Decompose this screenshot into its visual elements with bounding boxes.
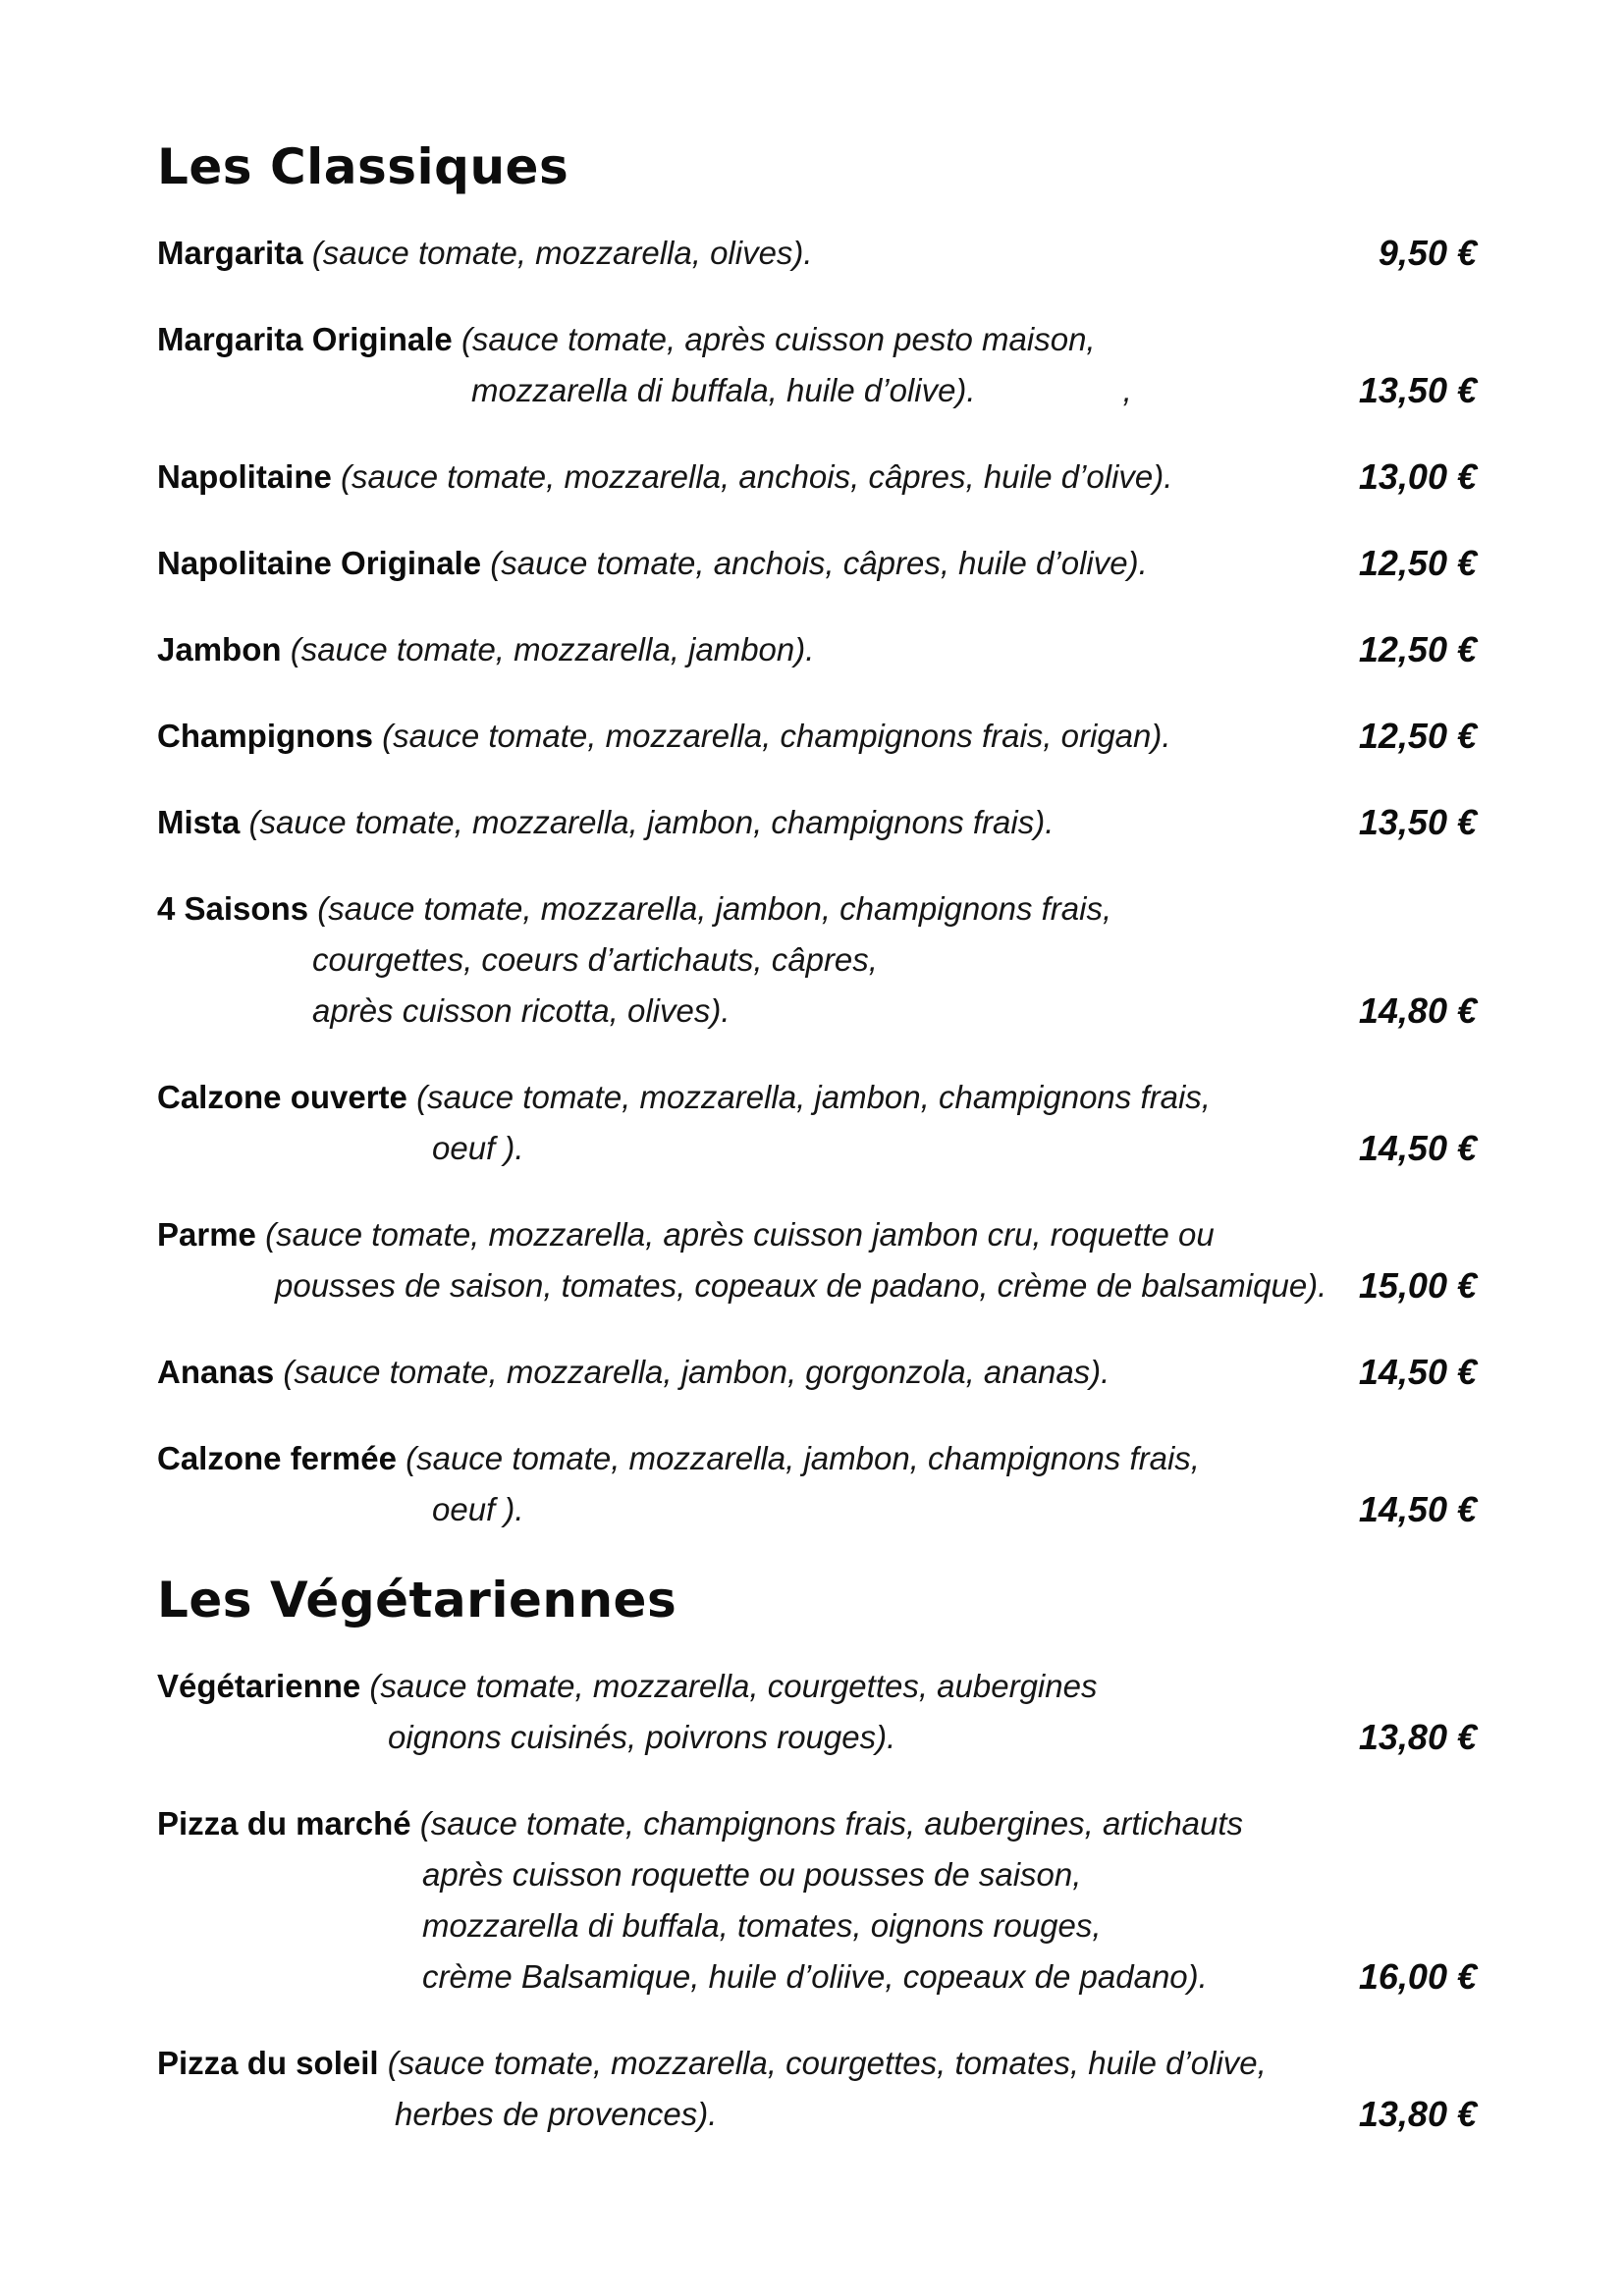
menu-item-pizza-du-soleil xyxy=(157,2038,1477,2140)
item-price: 16,00 € xyxy=(1358,1956,1477,1997)
item-desc-line: (sauce tomate, mozzarella, anchois, câpres, huile d’olive). xyxy=(341,458,1173,495)
menu-item-ananas xyxy=(157,1347,1477,1398)
menu-item-napolitaine xyxy=(157,452,1477,503)
item-desc-line: (sauce tomate, mozzarella, champignons frais, origan). xyxy=(382,718,1171,754)
item-price: 14,50 € xyxy=(1358,1128,1477,1168)
item-price: 13,50 € xyxy=(1358,370,1477,410)
item-desc-line: oignons cuisinés, poivrons rouges). xyxy=(388,1719,896,1755)
menu-item-pizza-du-marche xyxy=(157,1798,1477,2002)
item-text xyxy=(157,1072,1343,1174)
item-text xyxy=(157,1433,1343,1535)
item-desc-line: oeuf ). xyxy=(432,1491,524,1527)
item-name: Napolitaine xyxy=(157,458,332,495)
item-price: 13,00 € xyxy=(1358,456,1477,497)
item-name: Calzone fermée xyxy=(157,1440,397,1476)
item-desc-line: (sauce tomate, après cuisson pesto maison, xyxy=(460,321,1096,357)
item-name: Pizza du marché xyxy=(157,1805,411,1842)
item-price: 13,80 € xyxy=(1358,2094,1477,2134)
section-title: Les Végétariennes xyxy=(157,1572,677,1629)
menu-item-mista xyxy=(157,797,1477,848)
item-text xyxy=(157,624,1343,675)
item-desc-line: mozzarella di buffala, tomates, oignons rouges, xyxy=(422,1907,1102,1944)
item-desc-line: herbes de provences). xyxy=(395,2096,718,2132)
item-text xyxy=(157,797,1343,848)
item-desc-line: (sauce tomate, mozzarella, après cuisson jambon cru, roquette ou xyxy=(265,1216,1215,1253)
item-desc-line: (sauce tomate, mozzarella, jambon, champignons frais). xyxy=(248,804,1055,840)
item-text xyxy=(157,314,1343,416)
menu-item-champignons xyxy=(157,711,1477,762)
item-price: 14,50 € xyxy=(1358,1352,1477,1392)
item-name: Parme xyxy=(157,1216,256,1253)
item-name: Calzone ouverte xyxy=(157,1079,407,1115)
item-text xyxy=(157,538,1343,589)
menu-item-4-saisons xyxy=(157,883,1477,1037)
item-desc-line: après cuisson ricotta, olives). xyxy=(312,992,731,1029)
item-desc-line: après cuisson roquette ou pousses de saison, xyxy=(422,1856,1082,1893)
item-text xyxy=(157,1347,1343,1398)
menu-item-calzone-fermee xyxy=(157,1433,1477,1535)
item-price: 14,50 € xyxy=(1358,1489,1477,1529)
section-vegetariennes xyxy=(157,1571,1477,2140)
item-name: Champignons xyxy=(157,718,373,754)
item-name: 4 Saisons xyxy=(157,890,309,927)
item-name: Jambon xyxy=(157,631,282,667)
item-desc-line: pousses de saison, tomates, copeaux de padano, crème de balsamique). xyxy=(275,1267,1327,1304)
item-desc-line: (sauce tomate, anchois, câpres, huile d’olive). xyxy=(490,545,1148,581)
menu-item-jambon xyxy=(157,624,1477,675)
menu-item-calzone-ouverte xyxy=(157,1072,1477,1174)
section-title: Les Classiques xyxy=(157,138,569,195)
item-desc-line: (sauce tomate, mozzarella, jambon). xyxy=(290,631,815,667)
item-price: 13,80 € xyxy=(1358,1717,1477,1757)
item-name: Pizza du soleil xyxy=(157,2045,379,2081)
item-desc-line: (sauce tomate, mozzarella, jambon, champignons frais, xyxy=(406,1440,1200,1476)
item-name: Margarita xyxy=(157,235,303,271)
item-desc-line: (sauce tomate, mozzarella, jambon, gorgonzola, ananas). xyxy=(283,1354,1110,1390)
menu-item-margarita xyxy=(157,228,1477,279)
item-desc-line: (sauce tomate, champignons frais, aubergines, artichauts xyxy=(419,1805,1244,1842)
item-desc-line: (sauce tomate, mozzarella, jambon, champignons frais, xyxy=(416,1079,1211,1115)
item-text xyxy=(157,883,1343,1037)
item-desc-line: crème Balsamique, huile d’oliive, copeaux de padano). xyxy=(422,1958,1208,1995)
menu-item-parme xyxy=(157,1209,1477,1311)
menu-item-napolitaine-originale xyxy=(157,538,1477,589)
item-text xyxy=(157,1798,1343,2002)
item-price: 15,00 € xyxy=(1358,1265,1477,1306)
item-text xyxy=(157,1661,1343,1763)
item-price: 14,80 € xyxy=(1358,990,1477,1031)
item-name: Végétarienne xyxy=(157,1668,361,1704)
item-name: Mista xyxy=(157,804,241,840)
item-desc-line: courgettes, coeurs d’artichauts, câpres, xyxy=(312,941,878,978)
item-price: 13,50 € xyxy=(1358,802,1477,842)
item-price: 9,50 € xyxy=(1378,233,1477,273)
item-price: 12,50 € xyxy=(1358,629,1477,669)
item-name: Margarita Originale xyxy=(157,321,453,357)
menu-item-vegetarienne xyxy=(157,1661,1477,1763)
item-desc-line: oeuf ). xyxy=(432,1130,524,1166)
item-desc-line: (sauce tomate, mozzarella, courgettes, aubergines xyxy=(369,1668,1098,1704)
item-name: Napolitaine Originale xyxy=(157,545,482,581)
item-text xyxy=(157,2038,1343,2140)
item-text xyxy=(157,711,1343,762)
stray-comma: , xyxy=(1122,372,1132,408)
item-name: Ananas xyxy=(157,1354,275,1390)
item-price: 12,50 € xyxy=(1358,716,1477,756)
item-desc-line: (sauce tomate, mozzarella, courgettes, tomates, huile d’olive, xyxy=(387,2045,1267,2081)
item-desc-line: (sauce tomate, mozzarella, olives). xyxy=(311,235,813,271)
item-text xyxy=(157,1209,1343,1311)
item-text xyxy=(157,452,1343,503)
menu-item-margarita-originale xyxy=(157,314,1477,416)
item-desc-line: (sauce tomate, mozzarella, jambon, champignons frais, xyxy=(317,890,1112,927)
section-classiques xyxy=(157,137,1477,1535)
item-price: 12,50 € xyxy=(1358,543,1477,583)
item-desc-line: mozzarella di buffala, huile d’olive). xyxy=(471,372,976,408)
item-text xyxy=(157,228,1363,279)
